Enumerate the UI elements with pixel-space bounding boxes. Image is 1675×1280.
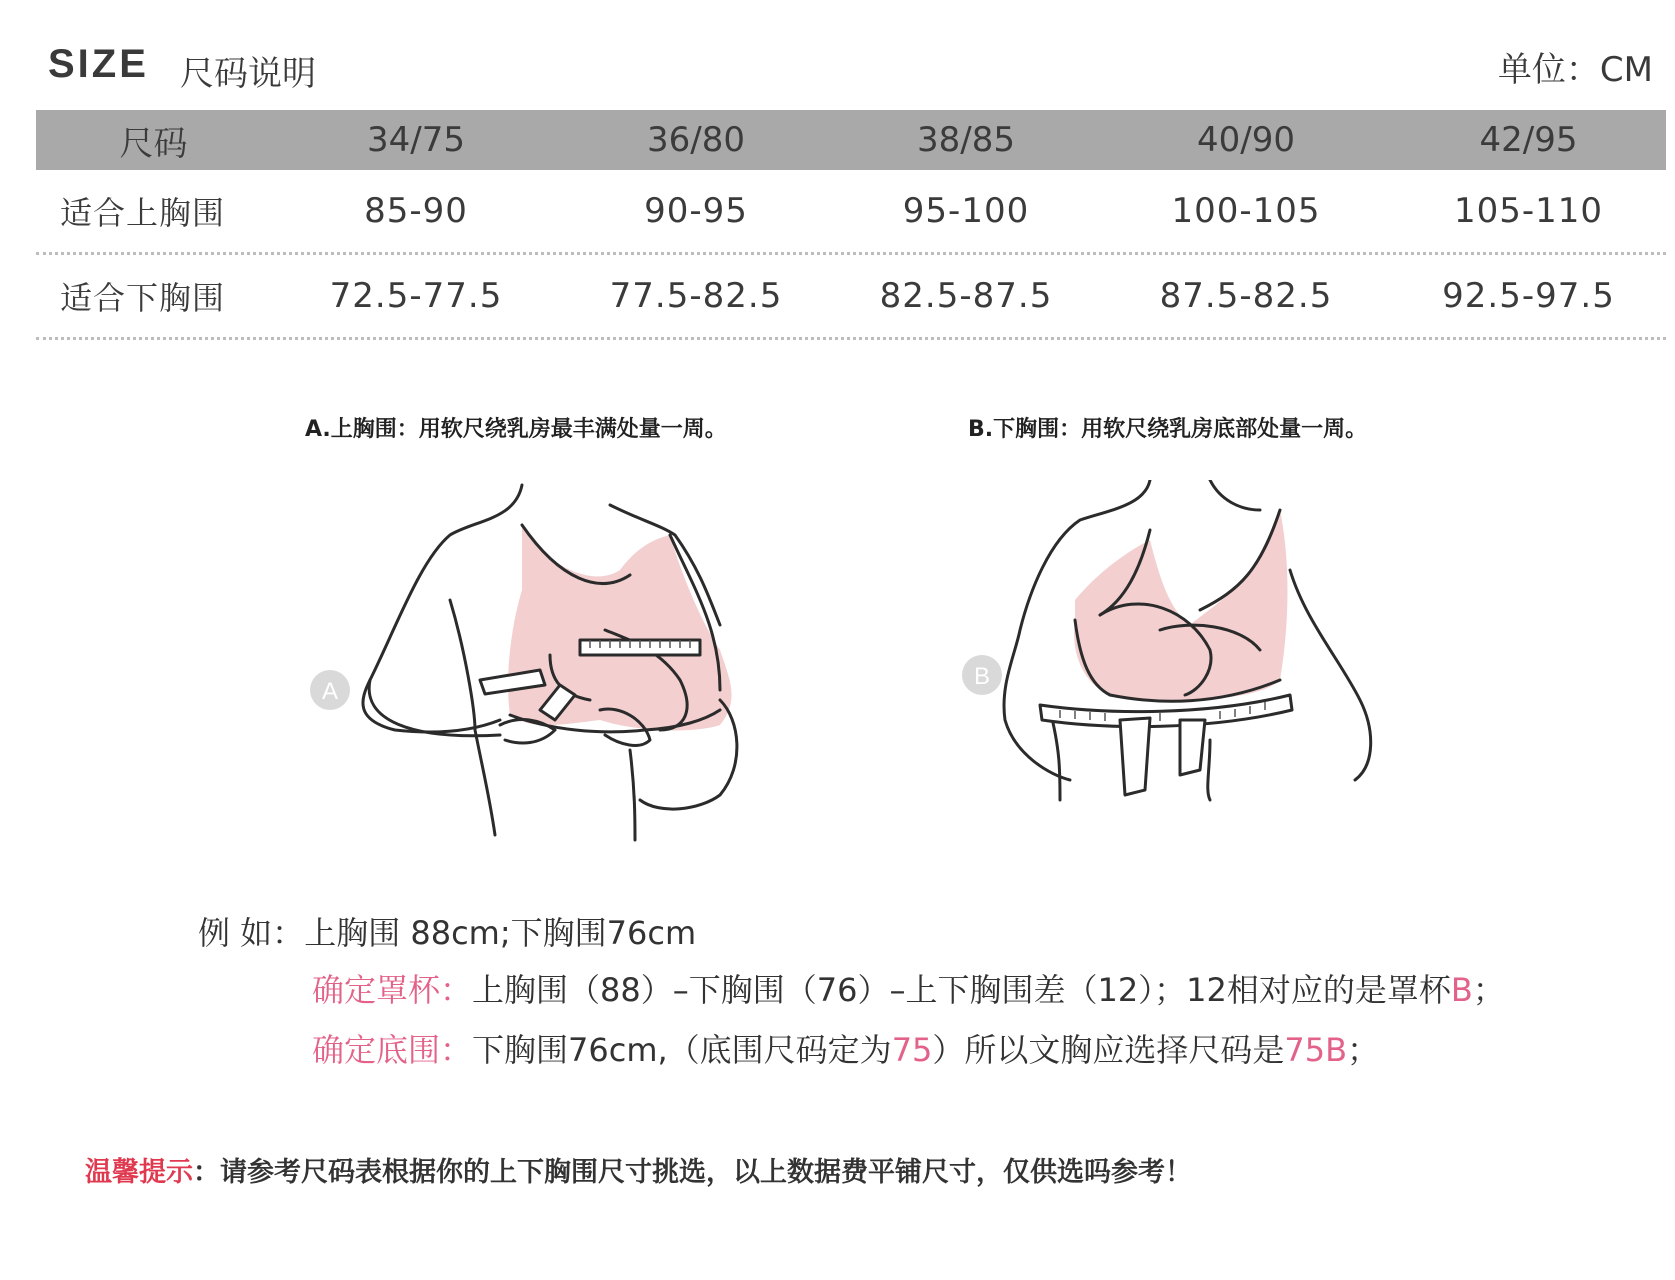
figure-b-caption: B.下胸围：用软尺绕乳房底部处量一周。 xyxy=(968,417,1368,442)
header-cell: 42/95 xyxy=(1479,120,1578,160)
table-cell: 77.5-82.5 xyxy=(609,276,783,316)
badge-a-label: A xyxy=(321,678,339,705)
table-cell: 95-100 xyxy=(902,191,1030,231)
table-cell: 72.5-77.5 xyxy=(329,276,503,316)
header-cell-size: 尺码 xyxy=(119,123,188,164)
header-cell: 38/85 xyxy=(917,120,1015,160)
cup-end: ； xyxy=(1472,971,1505,1009)
table-row xyxy=(36,255,1666,340)
band-end: ； xyxy=(1347,1031,1380,1069)
badge-b-label: B xyxy=(973,663,991,690)
band-text-2: ）所以文胸应选择尺码是 xyxy=(932,1031,1285,1069)
figure-b-illustration xyxy=(960,480,1480,840)
band-text-1: 下胸围76cm,（底围尺码定为 xyxy=(472,1031,892,1069)
band-label: 确定底围： xyxy=(312,1031,473,1069)
table-cell: 87.5-82.5 xyxy=(1159,276,1333,316)
tip-text: ：请参考尺码表根据你的上下胸围尺寸挑选，以上数据费平铺尺寸，仅供选吗参考！ xyxy=(193,1157,1192,1188)
size-table-header xyxy=(36,110,1666,170)
example-measurement: 上胸围 88cm;下胸围76cm xyxy=(304,914,697,952)
band-value: 75 xyxy=(891,1031,933,1069)
band-line xyxy=(312,1025,1379,1071)
cup-line xyxy=(312,965,1505,1011)
cup-value: B xyxy=(1450,971,1473,1009)
size-table xyxy=(36,110,1666,340)
header-cell: 34/75 xyxy=(367,120,465,160)
cup-label: 确定罩杯： xyxy=(312,971,473,1009)
band-size: 75B xyxy=(1284,1031,1348,1069)
row-label: 适合上胸围 xyxy=(60,194,226,232)
table-cell: 85-90 xyxy=(364,191,468,231)
cup-text: 上胸围（88）–下胸围（76）–上下胸围差（12）；12相对应的是罩杯 xyxy=(472,971,1451,1009)
figure-a-illustration xyxy=(300,480,820,860)
row-label: 适合下胸围 xyxy=(60,279,226,317)
tip-label: 温馨提示 xyxy=(85,1157,193,1188)
table-cell: 105-110 xyxy=(1453,191,1604,231)
page-subtitle: 尺码说明 xyxy=(180,54,316,94)
table-cell: 92.5-97.5 xyxy=(1442,276,1615,316)
unit-label: 单位：CM xyxy=(1497,50,1653,90)
table-cell: 90-95 xyxy=(644,191,748,231)
header-cell: 40/90 xyxy=(1197,120,1295,160)
tip-note xyxy=(85,1150,1192,1189)
figure-a-caption: A.上胸围：用软尺绕乳房最丰满处量一周。 xyxy=(305,417,727,442)
example-label: 例 如： xyxy=(198,914,305,952)
table-cell: 82.5-87.5 xyxy=(879,276,1053,316)
header-cell: 36/80 xyxy=(647,120,745,160)
example-line xyxy=(198,908,696,954)
table-row xyxy=(36,170,1666,255)
table-cell: 100-105 xyxy=(1171,191,1321,231)
page-title: SIZE xyxy=(48,42,149,86)
